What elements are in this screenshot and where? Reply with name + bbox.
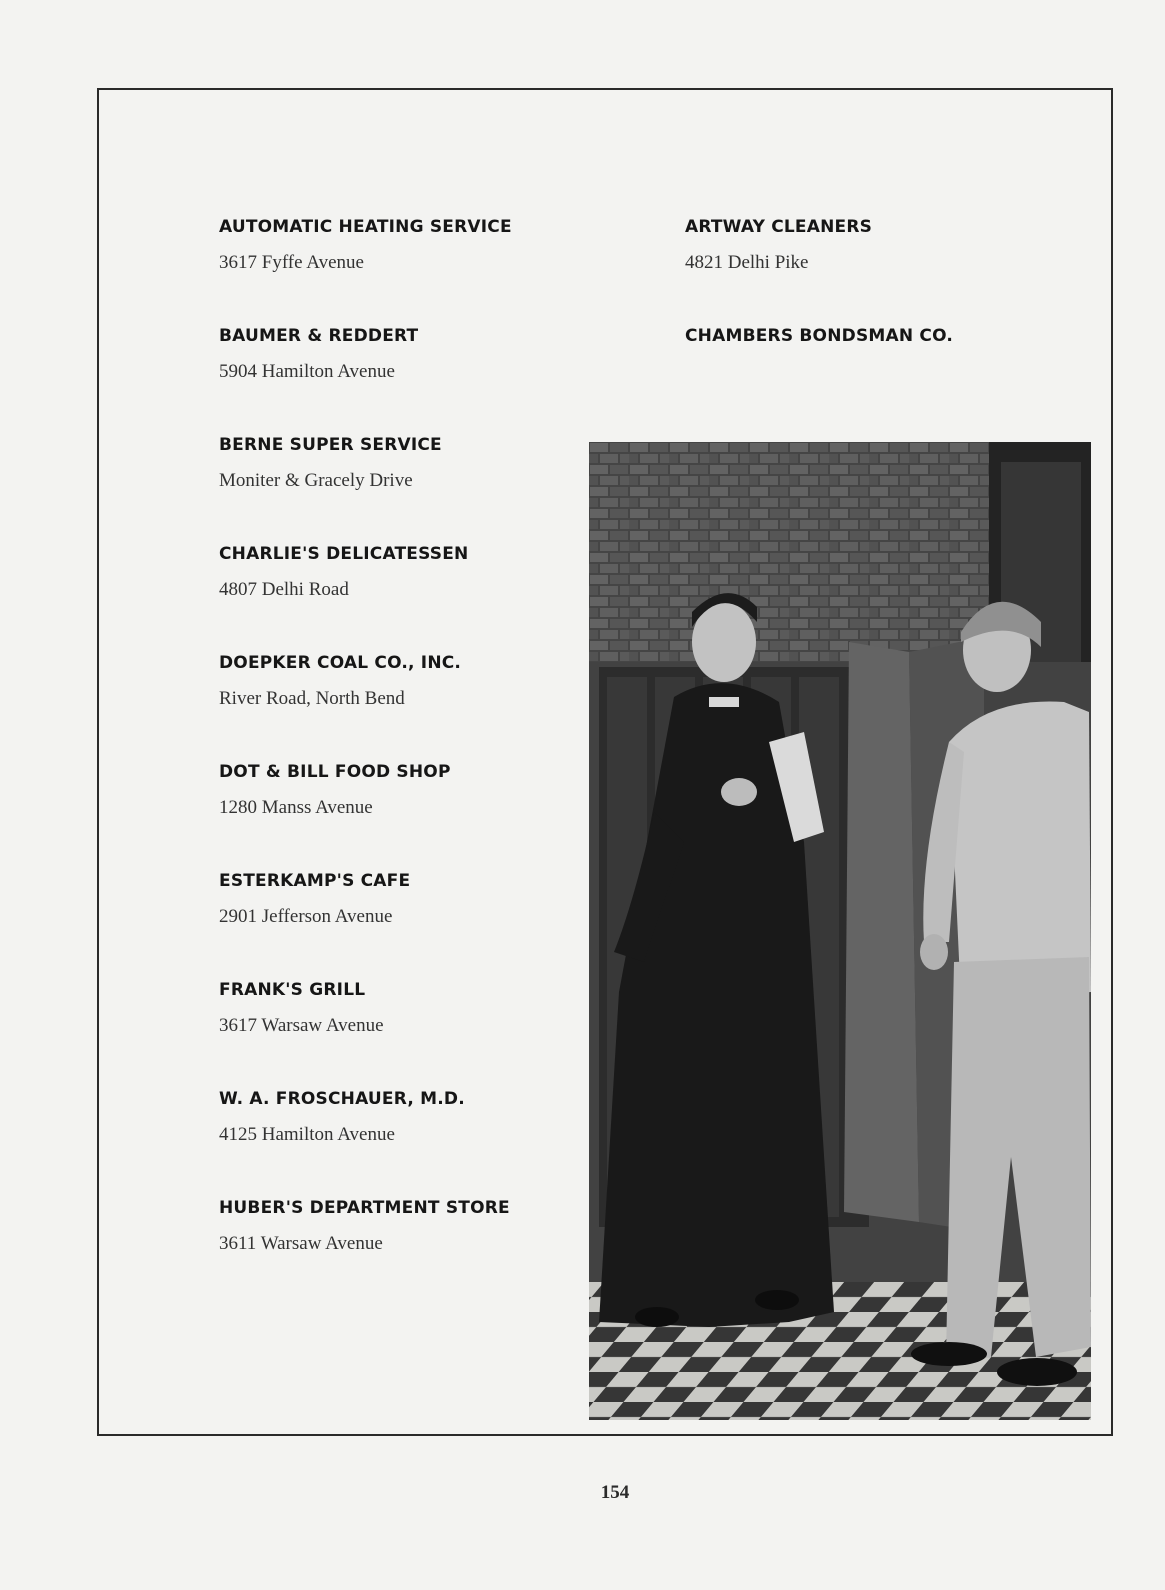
listing-entry bbox=[219, 870, 410, 928]
business-address: 3611 Warsaw Avenue bbox=[219, 1233, 383, 1254]
listing-entry bbox=[219, 543, 468, 601]
business-name: ARTWAY CLEANERS bbox=[685, 217, 873, 237]
business-name: DOT & BILL FOOD SHOP bbox=[219, 762, 451, 782]
business-name: CHARLIE'S DELICATESSEN bbox=[219, 544, 469, 564]
business-name: CHAMBERS BONDSMAN CO. bbox=[685, 326, 954, 346]
listing-entry bbox=[219, 1088, 465, 1146]
listing-entry bbox=[219, 761, 451, 819]
listing-entry bbox=[219, 979, 384, 1037]
photograph bbox=[589, 442, 1091, 1420]
page-number: 154 bbox=[600, 1482, 630, 1503]
business-address: 1280 Manss Avenue bbox=[219, 797, 373, 818]
business-name: HUBER'S DEPARTMENT STORE bbox=[219, 1198, 510, 1218]
business-address: River Road, North Bend bbox=[219, 688, 405, 709]
listing-entry bbox=[219, 325, 418, 383]
listing-entry bbox=[685, 325, 953, 347]
business-name: BERNE SUPER SERVICE bbox=[219, 435, 442, 455]
business-address: 4807 Delhi Road bbox=[219, 579, 349, 600]
business-name: BAUMER & REDDERT bbox=[219, 326, 419, 346]
business-address: 4821 Delhi Pike bbox=[685, 252, 809, 273]
listing-entry bbox=[219, 1197, 510, 1255]
business-address: Moniter & Gracely Drive bbox=[219, 470, 413, 491]
business-address: 5904 Hamilton Avenue bbox=[219, 361, 395, 382]
listing-entry bbox=[219, 652, 461, 710]
business-name: AUTOMATIC HEATING SERVICE bbox=[219, 217, 512, 237]
listing-entry bbox=[685, 216, 872, 274]
business-address: 3617 Warsaw Avenue bbox=[219, 1015, 384, 1036]
business-name: W. A. FROSCHAUER, M.D. bbox=[219, 1089, 465, 1109]
business-name: ESTERKAMP'S CAFE bbox=[219, 871, 411, 891]
business-address: 3617 Fyffe Avenue bbox=[219, 252, 364, 273]
listing-entry bbox=[219, 216, 512, 274]
business-name: DOEPKER COAL CO., INC. bbox=[219, 653, 462, 673]
business-address: 4125 Hamilton Avenue bbox=[219, 1124, 395, 1145]
listing-entry bbox=[219, 434, 442, 492]
business-name: FRANK'S GRILL bbox=[219, 980, 366, 1000]
business-address: 2901 Jefferson Avenue bbox=[219, 906, 393, 927]
